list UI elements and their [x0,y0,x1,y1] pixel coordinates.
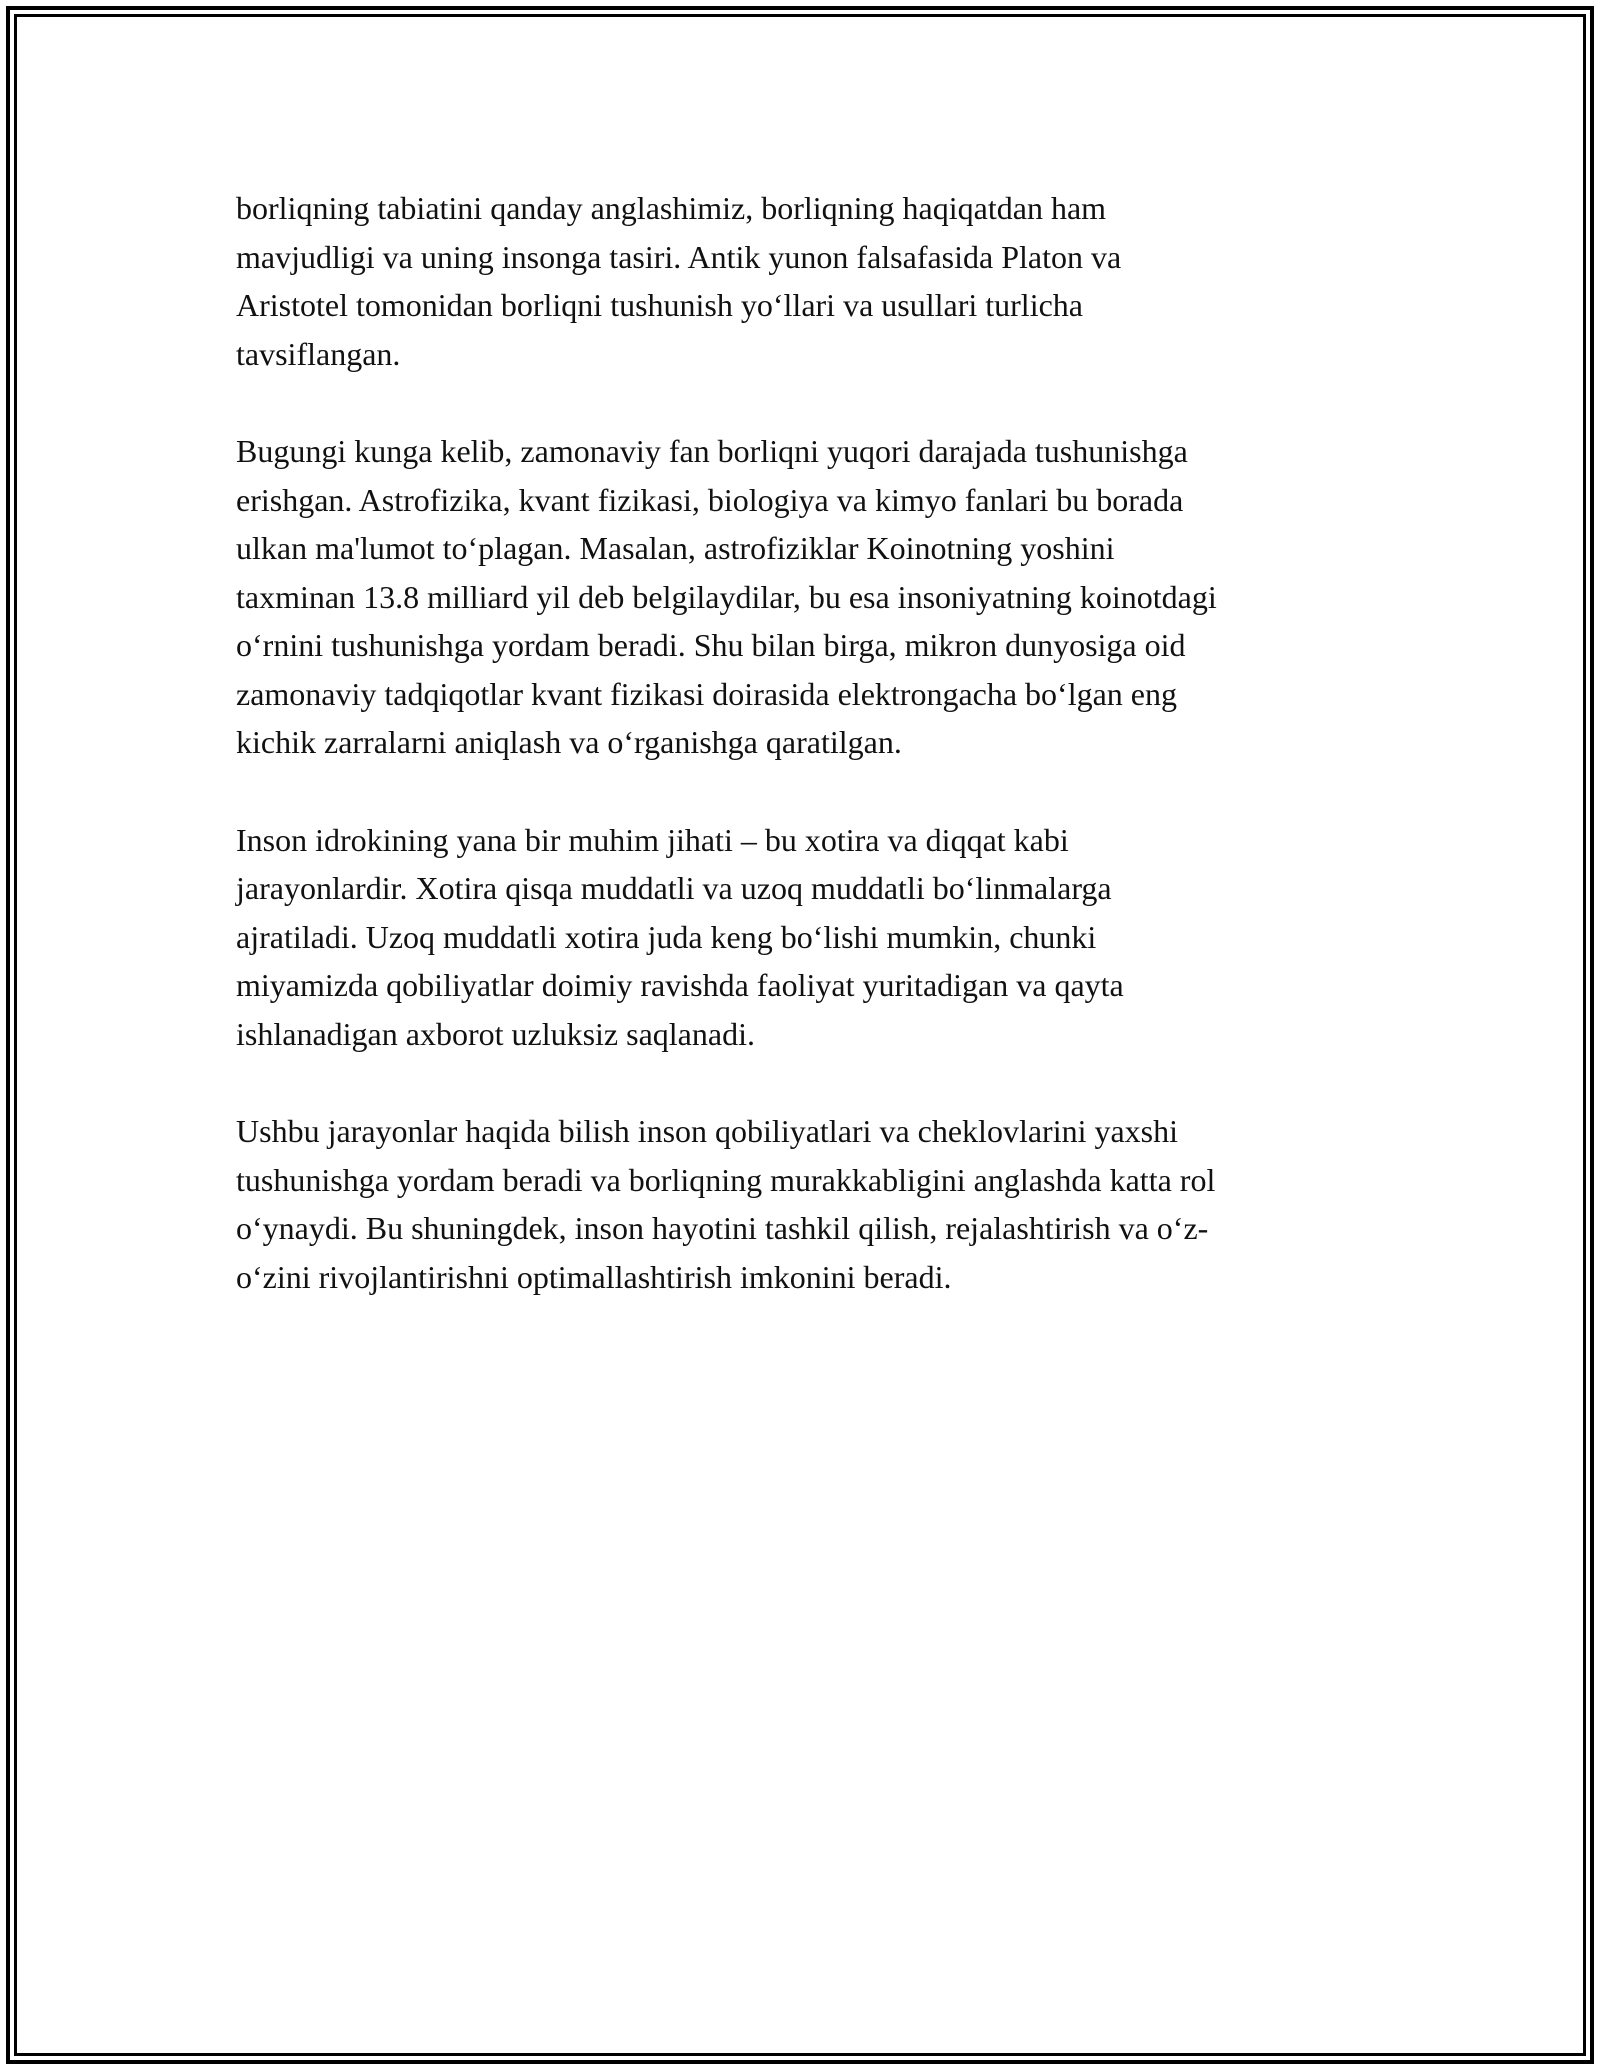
paragraph-3: Inson idrokining yana bir muhim jihati – bu xotira va diqqat kabi jarayonlardir. Xotira qisqa muddatli va uzoq muddatli bo‘linmalarga ajratiladi. Uzoq muddatli xotira juda keng bo‘lishi mumkin, chunki miyamizda qobiliyatlar doimiy ravishda faoliyat yuritadigan va qayta ishlanadigan axborot uzluksiz saqlanadi. [236,821,1124,1052]
paragraph-2: Bugungi kunga kelib, zamonaviy fan borliqni yuqori darajada tushunishga erishgan. Astrofizika, kvant fizikasi, biologiya va kimyo fanlari bu borada ulkan ma'lumot to‘plagan. Masalan, astrofiziklar Koinotning yoshini taxminan 13.8 milliard yil deb belgilaydilar, bu esa insoniyatning koinotdagi o‘rnini tushunishga yordam beradi. Shu bilan birga, mikron dunyosiga oid zamonaviy tadqiqotlar kvant fizikasi doirasida elektrongacha bo‘lgan eng kichik zarralarni aniqlash va o‘rganishga qaratilgan. [236,433,1217,760]
paragraph-1: borliqning tabiatini qanday anglashimiz, borliqning haqiqatdan ham mavjudligi va uning insonga tasiri. Antik yunon falsafasida Platon va Aristotel tomonidan borliqni tushunish yo‘llari va usullari turlicha tavsiflangan. [236,190,1122,372]
paragraph-4: Ushbu jarayonlar haqida bilish inson qobiliyatlari va cheklovlarini yaxshi tushunishga yordam beradi va borliqning murakkabligini anglashda katta rol o‘ynaydi. Bu shuningdek, inson hayotini tashkil qilish, rejalashtirish va o‘z- o‘zini rivojlantirishni optimallashtirish imkonini beradi. [236,1113,1216,1295]
document-body [236,184,1376,1350]
